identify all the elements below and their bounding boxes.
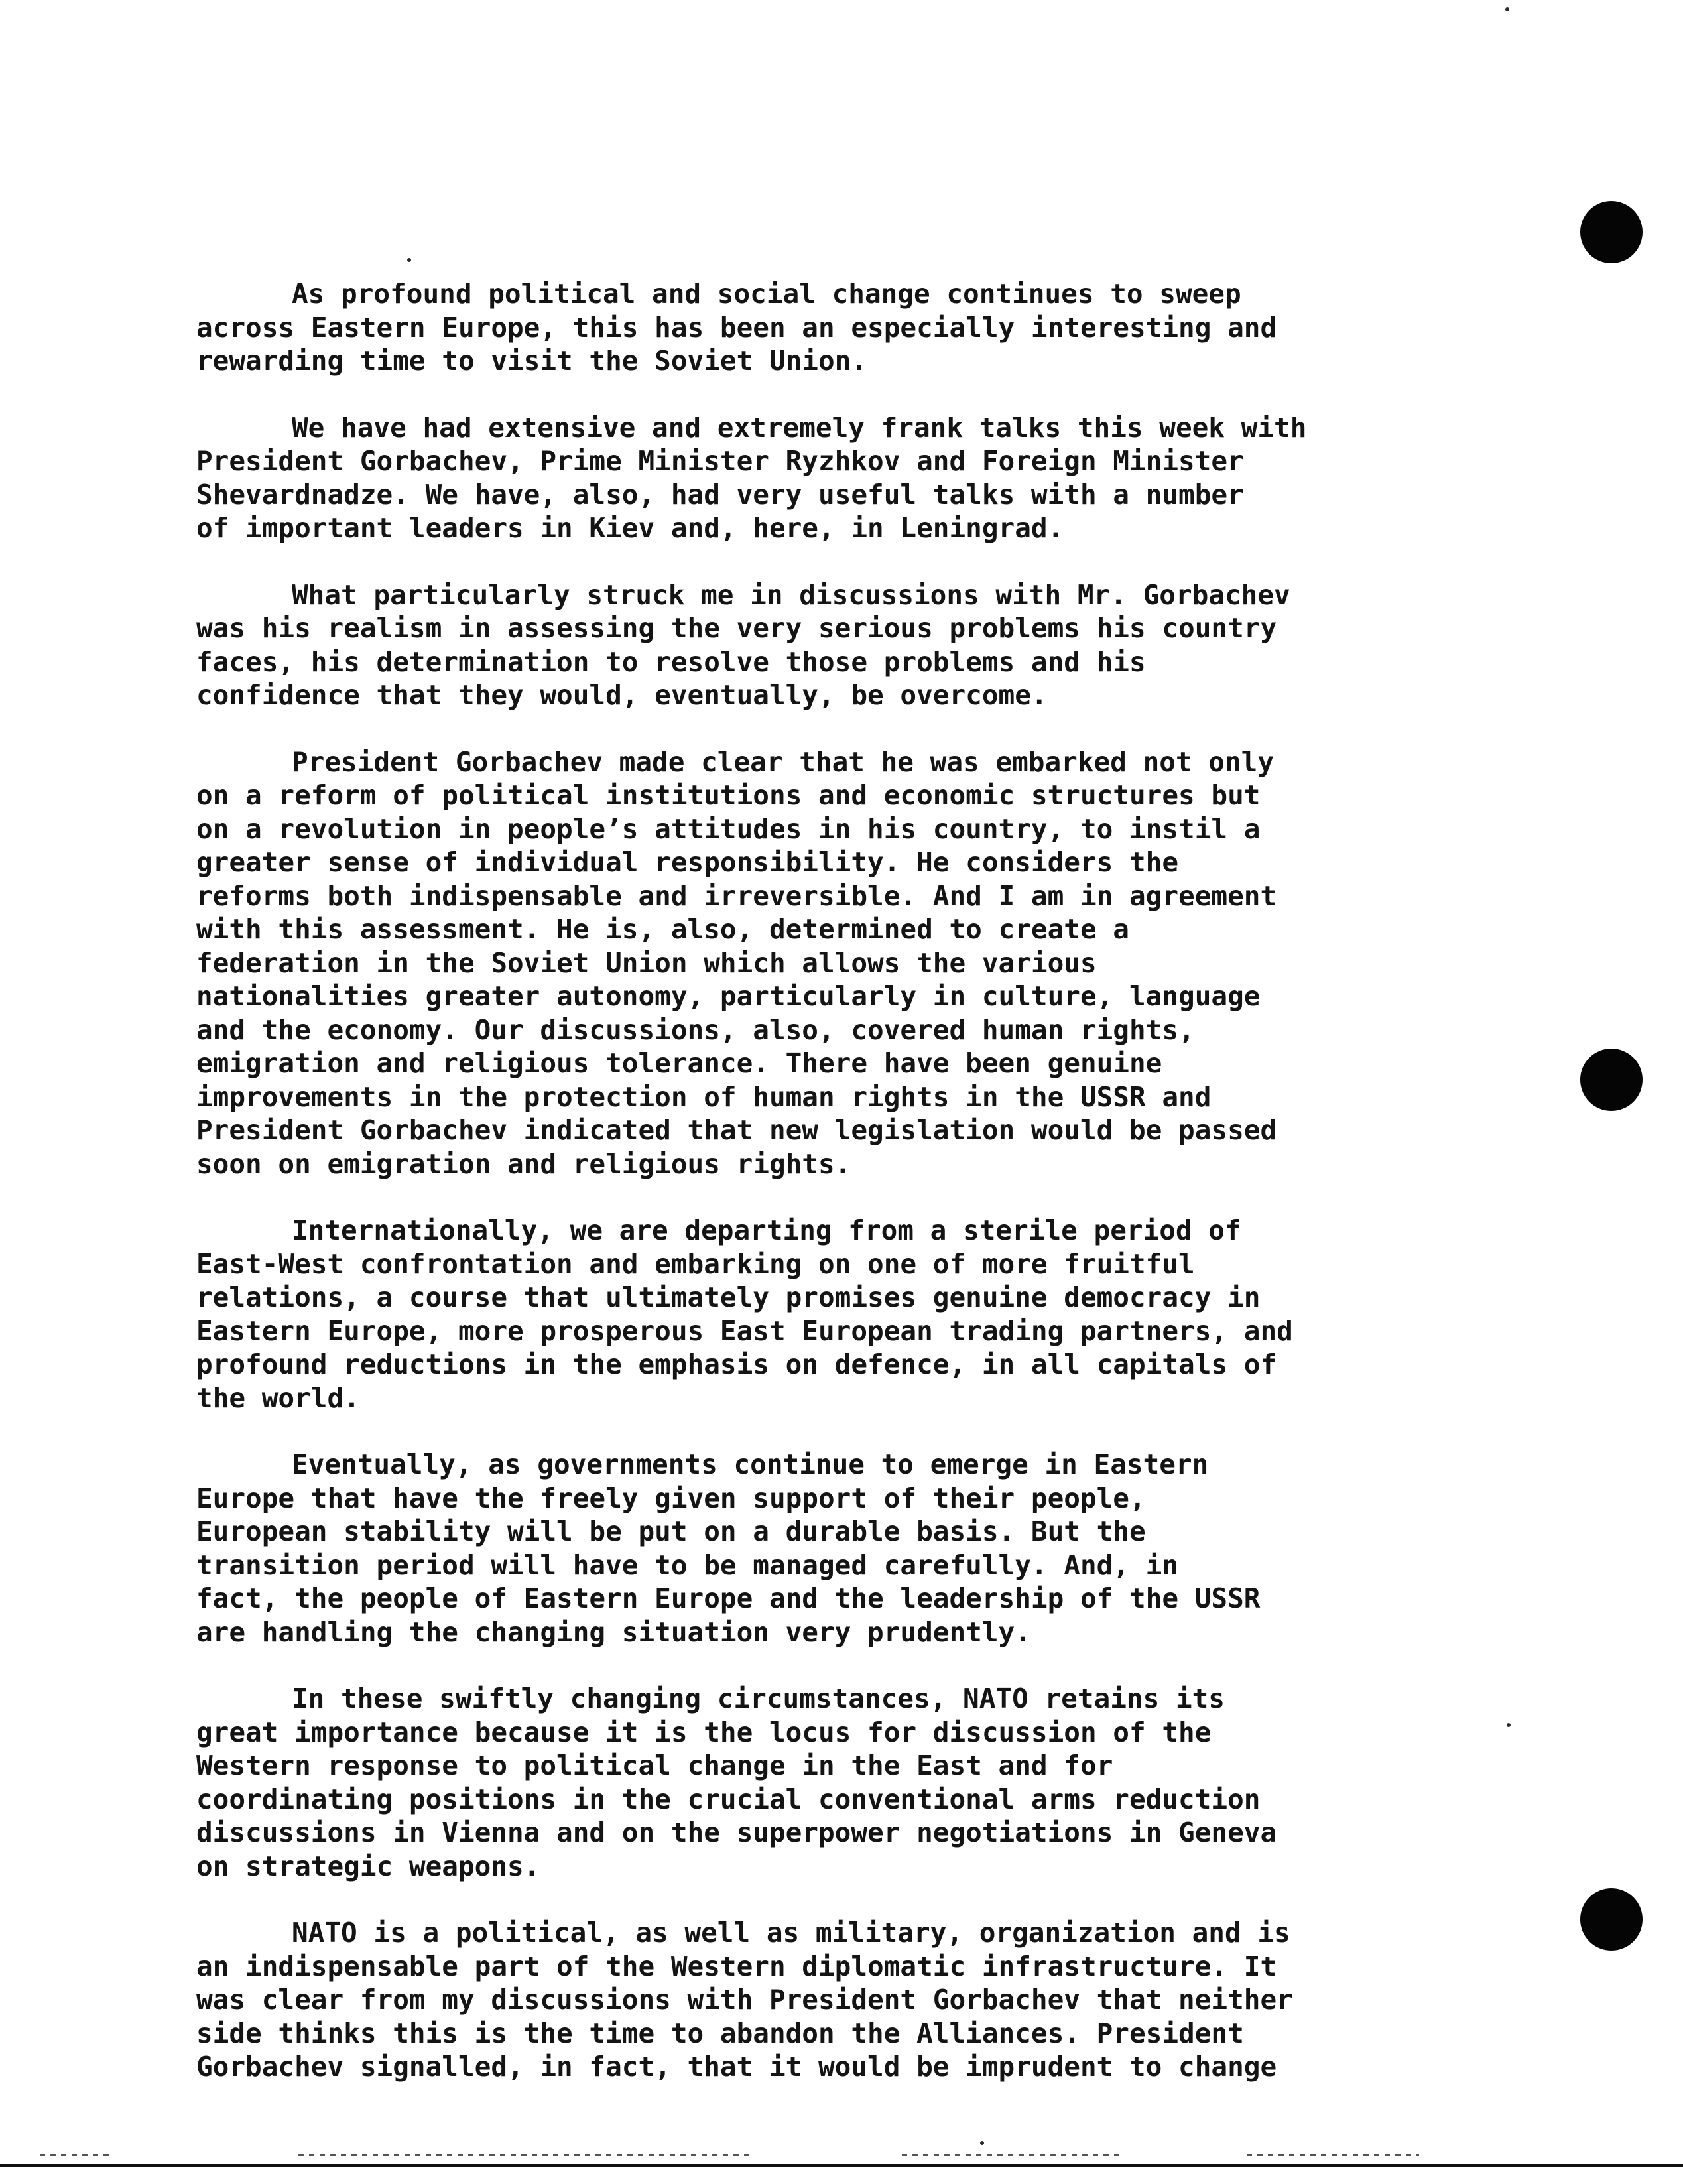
scan-speck (980, 2141, 984, 2145)
punch-hole-middle (1580, 1049, 1643, 1111)
paragraph: Internationally, we are departing from a sterile period of East-West confrontation and embarking on one of more fruitful relations, a course that ultimately promises genuine democracy in Eastern Europe, more prosperous East European trading partners, and profound reductions in the emphasis on defence, in all capitals of the world. (196, 1214, 1293, 1414)
paragraph: In these swiftly changing circumstances, NATO retains its great importance because it is the locus for discussion of the Western response to political change in the East and for coordinating positions in the crucial conventional arms reduction discussions in Vienna and on the superpower negotiations in Geneva on strategic weapons. (196, 1683, 1277, 1882)
scan-noise (298, 2154, 749, 2156)
scan-speck (407, 258, 411, 262)
scan-edge-line (0, 2164, 1683, 2167)
paragraph: What particularly struck me in discussions with Mr. Gorbachev was his realism in assessing the very serious problems his country faces, his determination to resolve those problems and his confidence that they would, eventually, be overcome. (196, 578, 1290, 711)
paragraph: As profound political and social change continues to sweep across Eastern Europe, this has been an especially interesting and rewarding time to visit the Soviet Union. (196, 278, 1277, 377)
paragraph: NATO is a political, as well as military, organization and is an indispensable part of the Western diplomatic infrastructure. It was clear from my discussions with President Gorbachev that neither side thinks this is the time to abandon the Alliances. President Gorbachev signalled, in fact, that it would be imprudent to change (196, 1917, 1293, 2083)
paragraph: President Gorbachev made clear that he was embarked not only on a reform of political institutions and economic structures but on a revolution in people’s attitudes in his country, to instil a greater sense of individual responsibility. He considers the reforms both indispensable and irreversible. And I am in agreement with this assessment. He is, also, determined to create a federation in the Soviet Union which allows the various nationalities greater autonomy, particularly in culture, language and the economy. Our discussions, also, covered human rights, emigration and religious tolerance. There have been genuine improvements in the protection of human rights in the USSR and President Gorbachev indicated that new legislation would be passed soon on emigration and religious rights. (196, 745, 1277, 1180)
letter-body (196, 277, 1556, 2117)
paragraph: We have had extensive and extremely frank talks this week with President Gorbachev, Prime Minister Ryzhkov and Foreign Minister Shevardnadze. We have, also, had very useful talks with a number of important leaders in Kiev and, here, in Leningrad. (196, 411, 1307, 544)
punch-hole-top (1580, 201, 1643, 263)
scan-noise (902, 2154, 1121, 2156)
scan-speck (1505, 7, 1509, 11)
scan-noise (1247, 2154, 1419, 2156)
paragraph: Eventually, as governments continue to emerge in Eastern Europe that have the freely given support of their people, European stability will be put on a durable basis. But the transition period will have to be managed carefully. And, in fact, the people of Eastern Europe and the leadership of the USSR are handling the changing situation very prudently. (196, 1448, 1261, 1648)
scan-noise (40, 2154, 113, 2156)
punch-hole-bottom (1580, 1888, 1643, 1951)
